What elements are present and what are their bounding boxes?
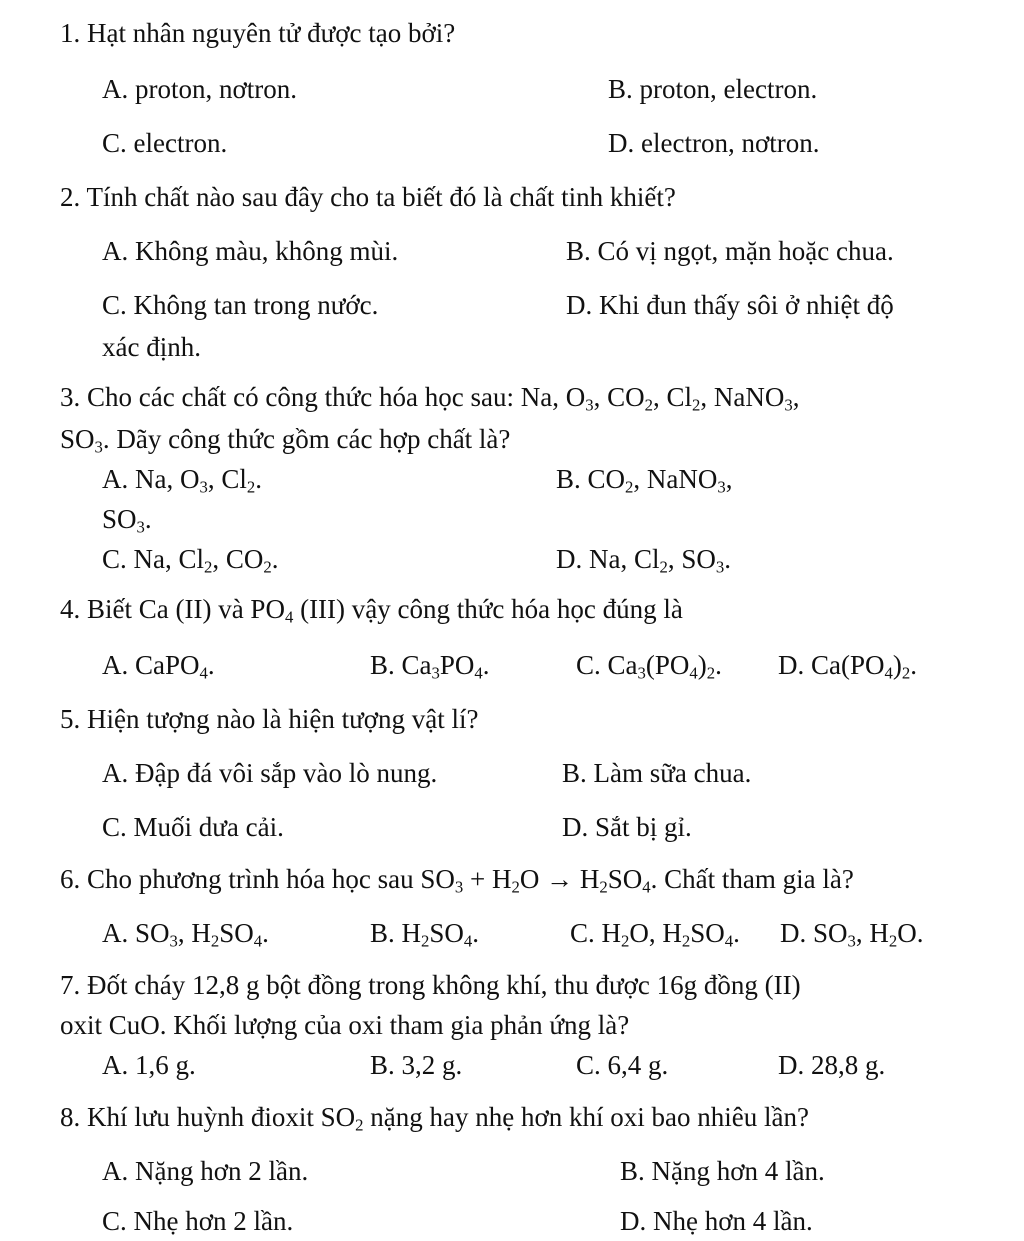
question-3-option-d: D. Na, $Cl_2$, $SO_3$.	[556, 544, 732, 577]
question-1-option-c: C. electron.	[102, 128, 228, 158]
question-1-option-a: A. proton, nơtron.	[102, 74, 298, 104]
question-2-option-a: A. Không màu, không mùi.	[102, 236, 399, 266]
question-3-stem-line-1: 3. Cho các chất có công thức hóa học sau: Na, $O_3$, $CO_2$, $Cl_2$, NaNO$_3$,	[60, 382, 800, 415]
question-7-option-a: A. 1,6 g.	[102, 1050, 196, 1080]
question-8-option-a: A. Nặng hơn 2 lần.	[102, 1156, 309, 1186]
question-7-option-c: C. 6,4 g.	[576, 1050, 669, 1080]
question-3-option-a: A. Na, $O_3$, $Cl_2$.	[102, 464, 262, 497]
question-6-option-c: C. $H_2O$, $H_2SO_4$.	[570, 918, 740, 951]
question-1-option-d: D. electron, nơtron.	[608, 128, 820, 158]
question-4-option-b: B. $Ca_3PO_4$.	[370, 650, 490, 683]
question-2-option-d: D. Khi đun thấy sôi ở nhiệt độ	[566, 290, 894, 320]
question-8-stem: 8. Khí lưu huỳnh đioxit $SO_2$ nặng hay nhẹ hơn khí oxi bao nhiêu lần?	[60, 1102, 809, 1135]
question-8-option-c: C. Nhẹ hơn 2 lần.	[102, 1206, 294, 1236]
question-2-stem: 2. Tính chất nào sau đây cho ta biết đó là chất tinh khiết?	[60, 182, 676, 212]
question-3-option-b: B. $CO_2$, NaNO$_3$,	[556, 464, 733, 497]
question-3-stem-line-2: $SO_3$. Dãy công thức gồm các hợp chất là?	[60, 424, 511, 457]
question-1-stem: 1. Hạt nhân nguyên tử được tạo bởi?	[60, 18, 456, 48]
question-3-option-c: C. Na, $Cl_2$, $CO_2$.	[102, 544, 279, 577]
question-8-option-b: B. Nặng hơn 4 lần.	[620, 1156, 825, 1186]
question-6-option-b: B. $H_2SO_4$.	[370, 918, 480, 951]
question-5-stem: 5. Hiện tượng nào là hiện tượng vật lí?	[60, 704, 479, 734]
question-2-option-c: C. Không tan trong nước.	[102, 290, 379, 320]
question-4-option-a: A. CaPO$_4$.	[102, 650, 215, 683]
question-4-stem: 4. Biết Ca (II) và $PO_4$ (III) vậy công thức hóa học đúng là	[60, 594, 683, 627]
question-2-option-d-continued: xác định.	[102, 332, 201, 362]
question-2-option-b: B. Có vị ngọt, mặn hoặc chua.	[566, 236, 894, 266]
question-5-option-a: A. Đập đá vôi sắp vào lò nung.	[102, 758, 438, 788]
question-7-stem-line-2: oxit CuO. Khối lượng của oxi tham gia phản ứng là?	[60, 1010, 630, 1040]
question-7-option-d: D. 28,8 g.	[778, 1050, 886, 1080]
question-7-option-b: B. 3,2 g.	[370, 1050, 463, 1080]
question-5-option-b: B. Làm sữa chua.	[562, 758, 752, 788]
question-3-option-b-continued: $SO_3$.	[102, 504, 152, 537]
question-5-option-c: C. Muối dưa cải.	[102, 812, 284, 842]
question-5-option-d: D. Sắt bị gỉ.	[562, 812, 692, 842]
question-6-option-d: D. $SO_3$, $H_2O$.	[780, 918, 924, 951]
question-7-stem-line-1: 7. Đốt cháy 12,8 g bột đồng trong không khí, thu được 16g đồng (II)	[60, 970, 801, 1000]
question-6-option-a: A. $SO_3$, $H_2SO_4$.	[102, 918, 269, 951]
question-4-option-c: C. $Ca_3(PO_4)_2$.	[576, 650, 722, 683]
question-1-option-b: B. proton, electron.	[608, 74, 818, 104]
question-8-option-d: D. Nhẹ hơn 4 lần.	[620, 1206, 813, 1236]
question-4-option-d: D. $Ca(PO_4)_2$.	[778, 650, 917, 683]
question-6-stem: 6. Cho phương trình hóa học sau $SO_3 + H_2O \to H_2SO_4$. Chất tham gia là?	[60, 864, 854, 897]
